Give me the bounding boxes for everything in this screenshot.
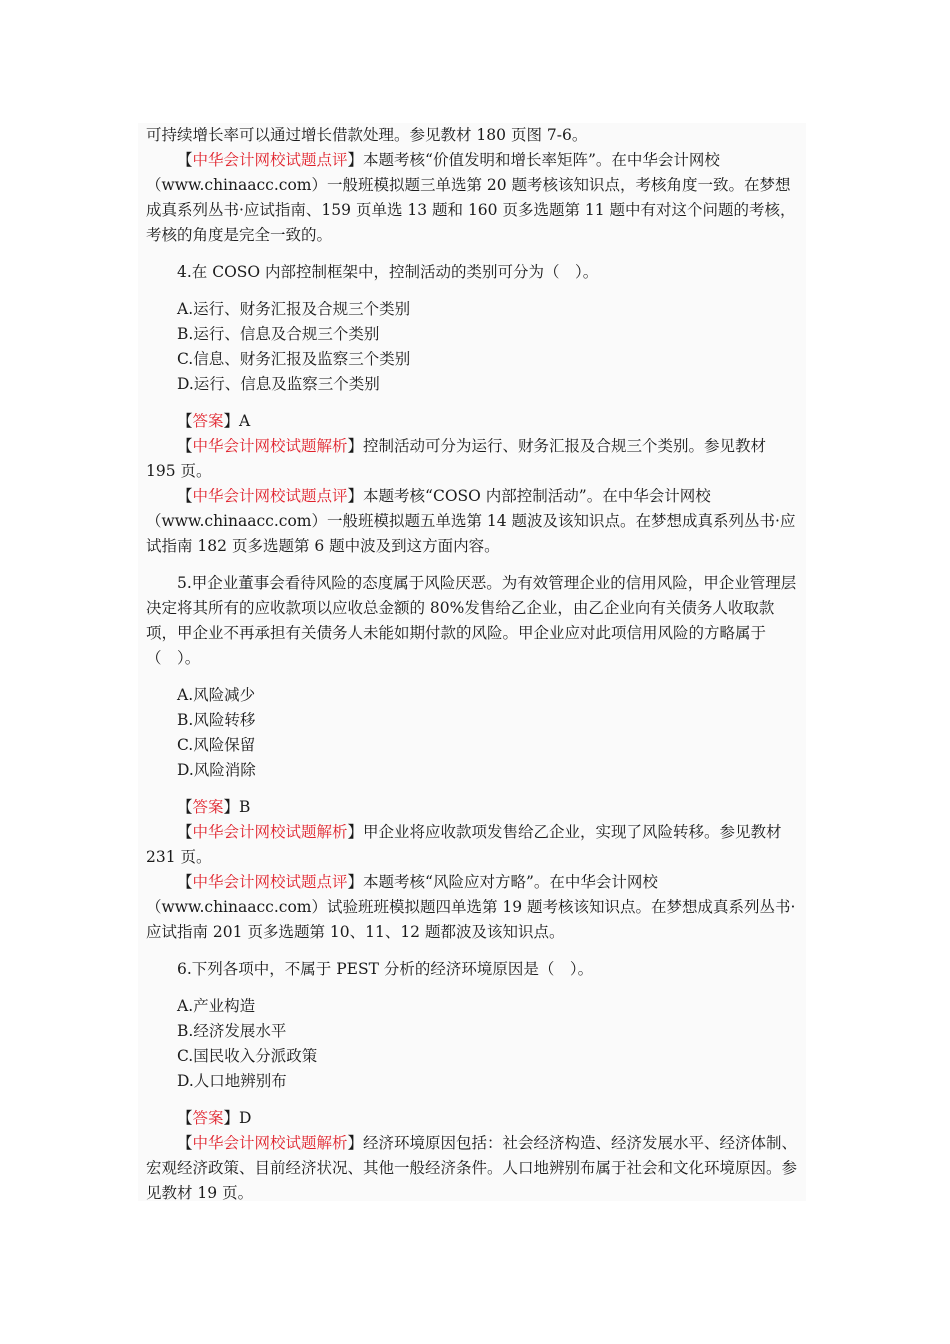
comment-text: 本题考核“COSO 内部控制活动”。在中华会计网校（www.chinaacc.com）一般班模拟题五单选第 14 题波及该知识点。在梦想成真系列丛书·应试指南 182 页多选题第 6 题中波及到这方面内容。 xyxy=(146,487,796,555)
bracket-open: 【 xyxy=(177,1134,193,1152)
bracket-close: 】 xyxy=(223,1109,240,1127)
option-a: A.运行、财务汇报及合规三个类别 xyxy=(177,300,411,318)
answer-label: 答案 xyxy=(192,1109,224,1127)
bracket-close: 】 xyxy=(347,1134,364,1152)
document-page xyxy=(138,123,806,1201)
option-a: A.产业构造 xyxy=(177,997,256,1015)
bracket-close: 】 xyxy=(347,487,364,505)
option-list xyxy=(146,994,800,1094)
bracket-open: 【 xyxy=(177,437,193,455)
intro-tail: 可持续增长率可以通过增长借款处理。参见教材 180 页图 7-6。 xyxy=(146,126,588,144)
option-c: C.国民收入分派政策 xyxy=(177,1047,318,1065)
answer-label: 答案 xyxy=(192,798,224,816)
option-b: B.经济发展水平 xyxy=(177,1022,287,1040)
question-stem: 4.在 COSO 内部控制框架中，控制活动的类别可分为（ ）。 xyxy=(177,263,599,281)
option-c: C.风险保留 xyxy=(177,736,256,754)
analysis-label: 中华会计网校试题解析 xyxy=(192,1134,348,1152)
answer-line xyxy=(146,409,800,434)
analysis-label: 中华会计网校试题解析 xyxy=(192,823,348,841)
analysis-text: 控制活动可分为运行、财务汇报及合规三个类别。参见教材 195 页。 xyxy=(146,437,767,480)
answer-value: D xyxy=(239,1109,252,1127)
bracket-close: 】 xyxy=(347,437,364,455)
comment-text: 本题考核“价值发明和增长率矩阵”。在中华会计网校（www.chinaacc.com）一般班模拟题三单选第 20 题考核该知识点，考核角度一致。在梦想成真系列丛书·应试指南、159 页单选 13 题和 160 页多选题第 11 题中有对这个问题的考核，考核的角度是完全一致的。 xyxy=(146,151,796,244)
option-d: D.风险消除 xyxy=(177,761,256,779)
bracket-close: 】 xyxy=(347,873,364,891)
option-a: A.风险减少 xyxy=(177,686,256,704)
analysis-text: 甲企业将应收款项发售给乙企业，实现了风险转移。参见教材 231 页。 xyxy=(146,823,782,866)
intro-comment xyxy=(146,148,800,248)
answer-value: B xyxy=(239,798,251,816)
comment-paragraph xyxy=(146,870,800,945)
analysis-paragraph xyxy=(146,1131,800,1206)
bracket-open: 【 xyxy=(177,798,193,816)
option-b: B.运行、信息及合规三个类别 xyxy=(177,325,380,343)
analysis-paragraph xyxy=(146,434,800,484)
bracket-close: 】 xyxy=(347,151,364,169)
bracket-close: 】 xyxy=(347,823,364,841)
comment-paragraph xyxy=(146,484,800,559)
bracket-open: 【 xyxy=(177,873,193,891)
comment-text: 本题考核“风险应对方略”。在中华会计网校（www.chinaacc.com）试验班班模拟题四单选第 19 题考核该知识点。在梦想成真系列丛书·应试指南 201 页多选题第 10、11、12 题都波及该知识点。 xyxy=(146,873,796,941)
option-d: D.运行、信息及监察三个类别 xyxy=(177,375,380,393)
answer-line xyxy=(146,795,800,820)
option-b: B.风险转移 xyxy=(177,711,256,729)
question-stem: 6.下列各项中，不属于 PEST 分析的经济环境原因是（ ）。 xyxy=(177,960,594,978)
bracket-open: 【 xyxy=(177,1109,193,1127)
answer-label: 答案 xyxy=(192,412,224,430)
option-d: D.人口地辨别布 xyxy=(177,1072,287,1090)
analysis-text: 经济环境原因包括：社会经济构造、经济发展水平、经济体制、宏观经济政策、目前经济状况、其他一般经济条件。人口地辨别布属于社会和文化环境原因。参见教材 19 页。 xyxy=(146,1134,798,1202)
option-c: C.信息、财务汇报及监察三个类别 xyxy=(177,350,411,368)
option-list xyxy=(146,297,800,397)
bracket-close: 】 xyxy=(223,412,240,430)
answer-value: A xyxy=(239,412,251,430)
option-list xyxy=(146,683,800,783)
bracket-open: 【 xyxy=(177,487,193,505)
analysis-label: 中华会计网校试题解析 xyxy=(192,437,348,455)
analysis-paragraph xyxy=(146,820,800,870)
comment-label: 中华会计网校试题点评 xyxy=(192,873,348,891)
comment-label: 中华会计网校试题点评 xyxy=(192,487,348,505)
bracket-close: 】 xyxy=(223,798,240,816)
comment-label: 中华会计网校试题点评 xyxy=(192,151,348,169)
answer-line xyxy=(146,1106,800,1131)
bracket-open: 【 xyxy=(177,412,193,430)
question-stem: 5.甲企业董事会看待风险的态度属于风险厌恶。为有效管理企业的信用风险，甲企业管理层决定将其所有的应收款项以应收总金额的 80%发售给乙企业，由乙企业向有关债务人收取款项，甲企业不再承担有关债务人未能如期付款的风险。甲企业应对此项信用风险的方略属于（ ）。 xyxy=(146,574,797,667)
bracket-open: 【 xyxy=(177,151,193,169)
bracket-open: 【 xyxy=(177,823,193,841)
